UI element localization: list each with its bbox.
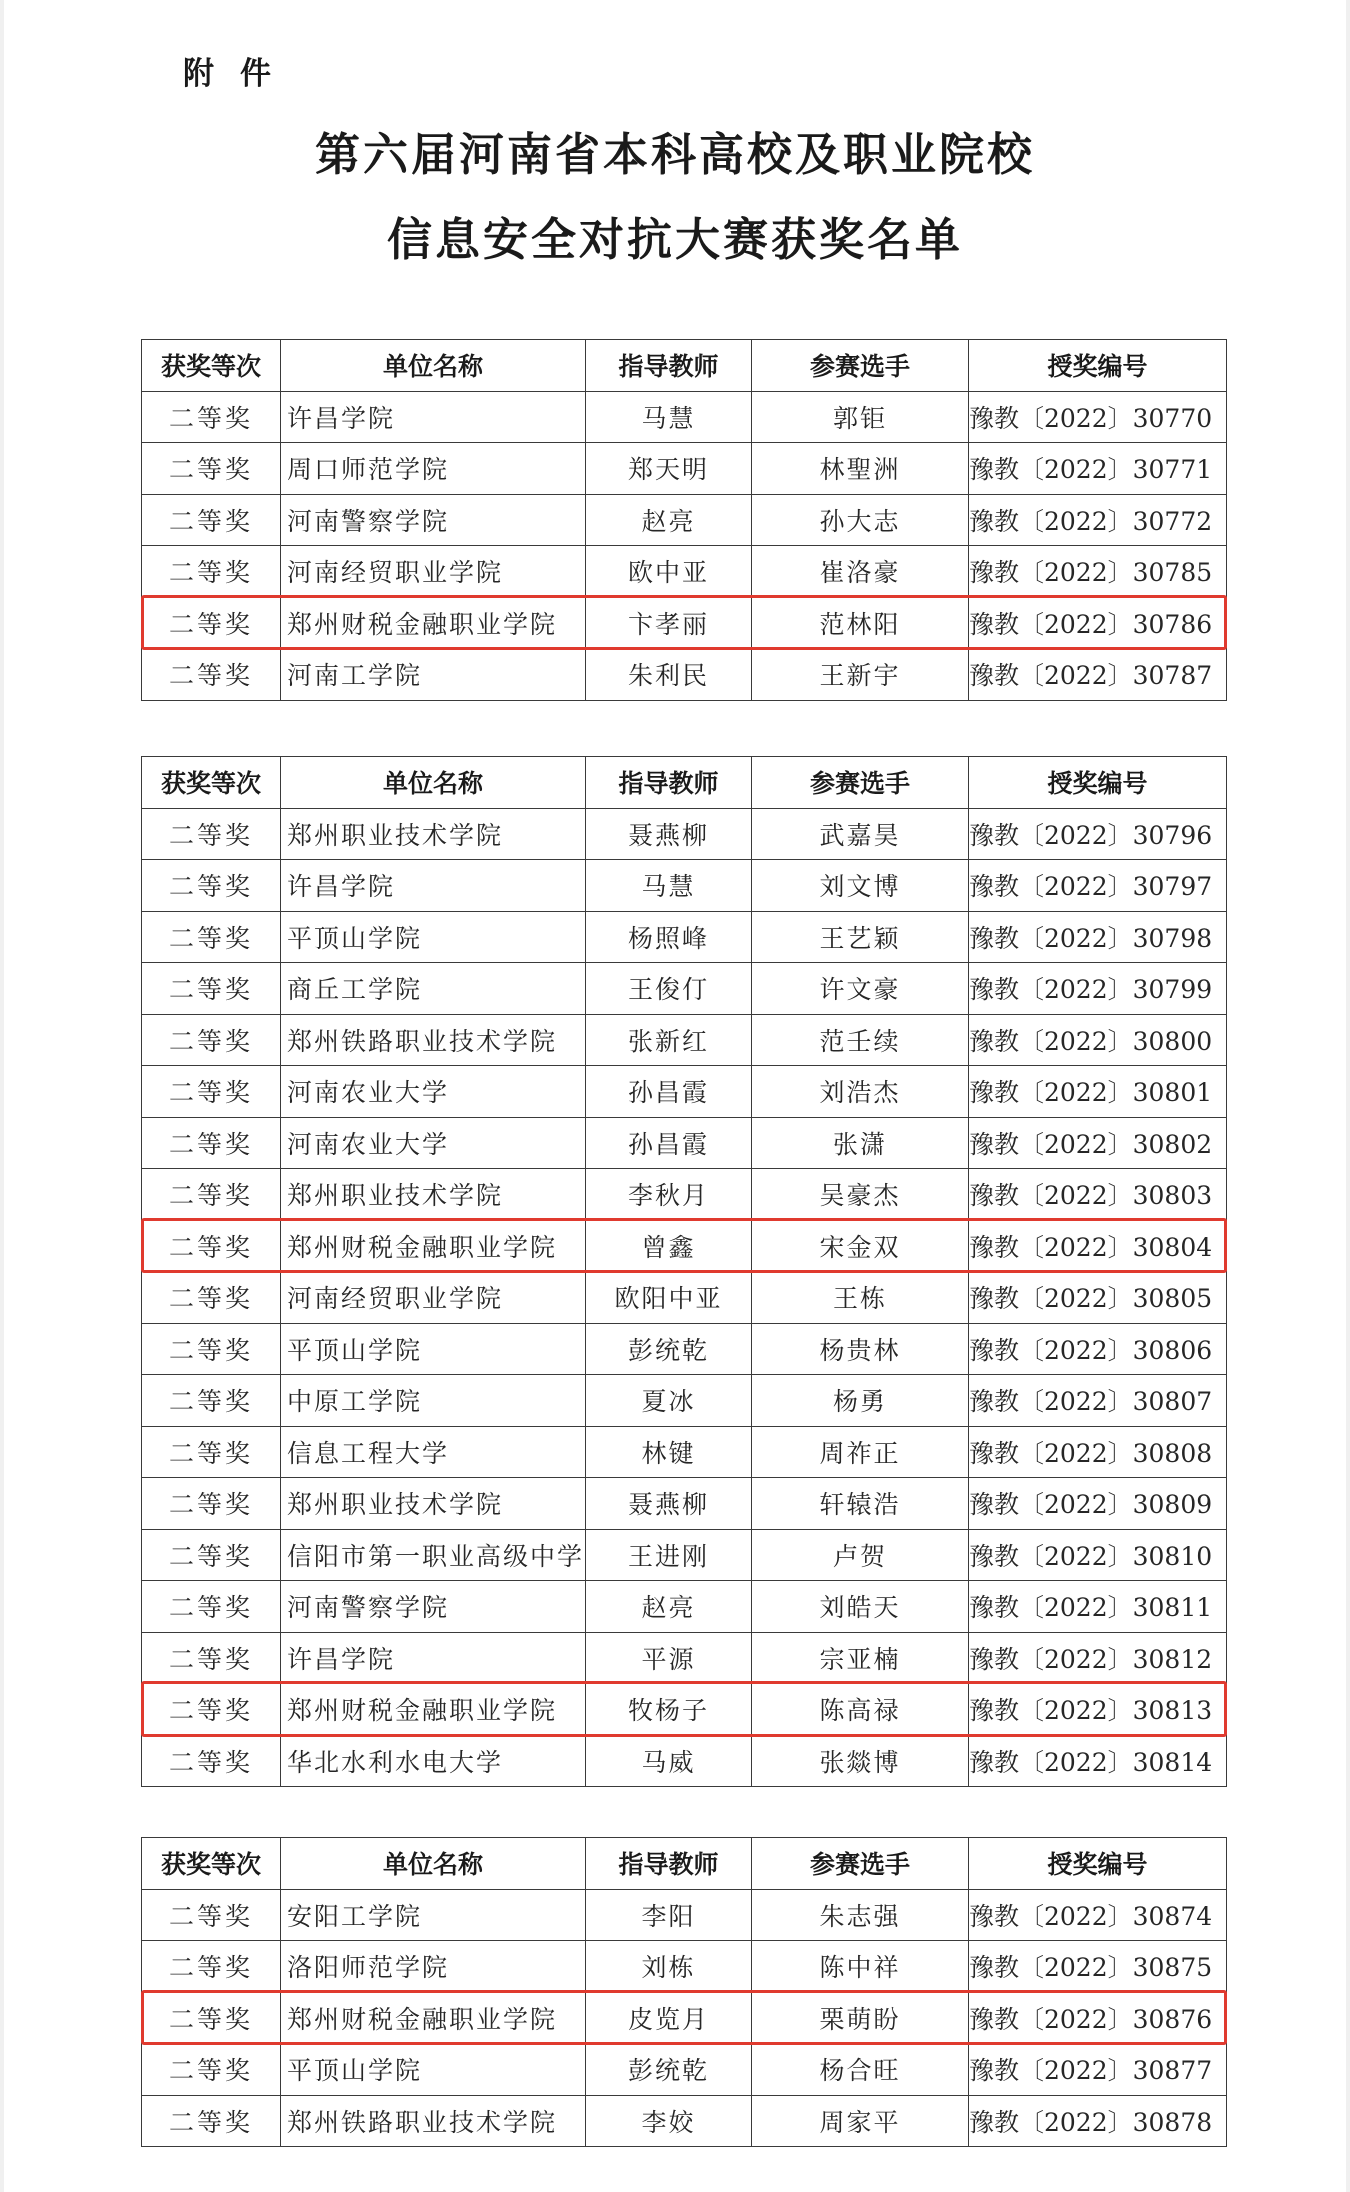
table-row: [142, 1684, 1227, 1736]
table-row: [142, 963, 1227, 1015]
award-number-cell: 豫教〔2022〕30877: [969, 2044, 1227, 2096]
instructor-cell: 李秋月: [586, 1169, 752, 1221]
instructor-cell: 孙昌霞: [586, 1117, 752, 1169]
table-row: [142, 2044, 1227, 2096]
table-row: [142, 1169, 1227, 1221]
award-number-cell: 豫教〔2022〕30787: [969, 649, 1227, 701]
instructor-cell: 王进刚: [586, 1529, 752, 1581]
contestant-cell: 范林阳: [752, 597, 969, 649]
award-level-cell: 二等奖: [142, 494, 281, 546]
award-number-cell: 豫教〔2022〕30804: [969, 1220, 1227, 1272]
instructor-cell: 朱利民: [586, 649, 752, 701]
instructor-cell: 牧杨子: [586, 1684, 752, 1736]
award-level-cell: 二等奖: [142, 1117, 281, 1169]
header-unit-name: 单位名称: [281, 340, 586, 392]
award-level-cell: 二等奖: [142, 1323, 281, 1375]
table-row: [142, 494, 1227, 546]
attachment-label: 附件: [183, 56, 297, 92]
award-level-cell: 二等奖: [142, 963, 281, 1015]
unit-name-cell: 洛阳师范学院: [281, 1941, 586, 1993]
award-number-cell: 豫教〔2022〕30803: [969, 1169, 1227, 1221]
contestant-cell: 许文豪: [752, 963, 969, 1015]
award-number-cell: 豫教〔2022〕30811: [969, 1581, 1227, 1633]
header-instructor: 指导教师: [586, 757, 752, 809]
unit-name-cell: 郑州财税金融职业学院: [281, 1684, 586, 1736]
contestant-cell: 张燚博: [752, 1735, 969, 1787]
table-row: [142, 1066, 1227, 1118]
award-level-cell: 二等奖: [142, 1992, 281, 2044]
table-row: [142, 2095, 1227, 2147]
instructor-cell: 马慧: [586, 391, 752, 443]
table-row: [142, 1735, 1227, 1787]
award-level-cell: 二等奖: [142, 1941, 281, 1993]
header-instructor: 指导教师: [586, 340, 752, 392]
table-row: [142, 1529, 1227, 1581]
table-row: [142, 860, 1227, 912]
instructor-cell: 赵亮: [586, 494, 752, 546]
contestant-cell: 王栋: [752, 1272, 969, 1324]
award-level-cell: 二等奖: [142, 1169, 281, 1221]
unit-name-cell: 河南农业大学: [281, 1117, 586, 1169]
award-number-cell: 豫教〔2022〕30878: [969, 2095, 1227, 2147]
award-level-cell: 二等奖: [142, 1375, 281, 1427]
unit-name-cell: 平顶山学院: [281, 911, 586, 963]
unit-name-cell: 郑州铁路职业技术学院: [281, 1014, 586, 1066]
contestant-cell: 刘浩杰: [752, 1066, 969, 1118]
contestant-cell: 轩辕浩: [752, 1478, 969, 1530]
award-number-cell: 豫教〔2022〕30802: [969, 1117, 1227, 1169]
instructor-cell: 马慧: [586, 860, 752, 912]
header-award-level: 获奖等次: [142, 757, 281, 809]
award-level-cell: 二等奖: [142, 2044, 281, 2096]
contestant-cell: 宗亚楠: [752, 1632, 969, 1684]
award-number-cell: 豫教〔2022〕30809: [969, 1478, 1227, 1530]
table-row: [142, 1478, 1227, 1530]
header-instructor: 指导教师: [586, 1838, 752, 1890]
award-level-cell: 二等奖: [142, 1014, 281, 1066]
award-number-cell: 豫教〔2022〕30786: [969, 597, 1227, 649]
award-number-cell: 豫教〔2022〕30797: [969, 860, 1227, 912]
award-level-cell: 二等奖: [142, 1529, 281, 1581]
contestant-cell: 武嘉昊: [752, 808, 969, 860]
award-level-cell: 二等奖: [142, 391, 281, 443]
table-row: [142, 1632, 1227, 1684]
award-number-cell: 豫教〔2022〕30771: [969, 443, 1227, 495]
award-level-cell: 二等奖: [142, 1478, 281, 1530]
award-number-cell: 豫教〔2022〕30785: [969, 546, 1227, 598]
award-level-cell: 二等奖: [142, 597, 281, 649]
table-row: [142, 391, 1227, 443]
contestant-cell: 栗萌盼: [752, 1992, 969, 2044]
table-row: [142, 1323, 1227, 1375]
award-number-cell: 豫教〔2022〕30796: [969, 808, 1227, 860]
award-level-cell: 二等奖: [142, 911, 281, 963]
unit-name-cell: 河南经贸职业学院: [281, 546, 586, 598]
unit-name-cell: 信息工程大学: [281, 1426, 586, 1478]
unit-name-cell: 商丘工学院: [281, 963, 586, 1015]
unit-name-cell: 华北水利水电大学: [281, 1735, 586, 1787]
instructor-cell: 杨照峰: [586, 911, 752, 963]
award-level-cell: 二等奖: [142, 1735, 281, 1787]
contestant-cell: 杨贵林: [752, 1323, 969, 1375]
contestant-cell: 杨勇: [752, 1375, 969, 1427]
award-number-cell: 豫教〔2022〕30799: [969, 963, 1227, 1015]
unit-name-cell: 安阳工学院: [281, 1889, 586, 1941]
award-number-cell: 豫教〔2022〕30772: [969, 494, 1227, 546]
contestant-cell: 崔洛豪: [752, 546, 969, 598]
award-level-cell: 二等奖: [142, 1889, 281, 1941]
unit-name-cell: 郑州财税金融职业学院: [281, 597, 586, 649]
document-title-line1: 第六届河南省本科高校及职业院校: [314, 128, 1035, 181]
header-award-number: 授奖编号: [969, 340, 1227, 392]
award-level-cell: 二等奖: [142, 649, 281, 701]
unit-name-cell: 郑州财税金融职业学院: [281, 1220, 586, 1272]
page-edge-left: [0, 0, 4, 2192]
award-number-cell: 豫教〔2022〕30806: [969, 1323, 1227, 1375]
unit-name-cell: 郑州铁路职业技术学院: [281, 2095, 586, 2147]
table-row: [142, 1375, 1227, 1427]
contestant-cell: 陈高禄: [752, 1684, 969, 1736]
award-number-cell: 豫教〔2022〕30798: [969, 911, 1227, 963]
award-table-3: [141, 1837, 1227, 2147]
contestant-cell: 周祚正: [752, 1426, 969, 1478]
unit-name-cell: 河南农业大学: [281, 1066, 586, 1118]
award-level-cell: 二等奖: [142, 1066, 281, 1118]
instructor-cell: 聂燕柳: [586, 1478, 752, 1530]
table-row: [142, 649, 1227, 701]
table-row: [142, 911, 1227, 963]
instructor-cell: 孙昌霞: [586, 1066, 752, 1118]
instructor-cell: 李姣: [586, 2095, 752, 2147]
contestant-cell: 陈中祥: [752, 1941, 969, 1993]
contestant-cell: 周家平: [752, 2095, 969, 2147]
award-level-cell: 二等奖: [142, 808, 281, 860]
unit-name-cell: 郑州职业技术学院: [281, 1169, 586, 1221]
contestant-cell: 宋金双: [752, 1220, 969, 1272]
table-row: [142, 1889, 1227, 1941]
header-contestant: 参赛选手: [752, 757, 969, 809]
unit-name-cell: 周口师范学院: [281, 443, 586, 495]
header-award-level: 获奖等次: [142, 340, 281, 392]
contestant-cell: 朱志强: [752, 1889, 969, 1941]
contestant-cell: 刘皓天: [752, 1581, 969, 1633]
contestant-cell: 吴豪杰: [752, 1169, 969, 1221]
instructor-cell: 曾鑫: [586, 1220, 752, 1272]
award-level-cell: 二等奖: [142, 546, 281, 598]
instructor-cell: 欧阳中亚: [586, 1272, 752, 1324]
header-contestant: 参赛选手: [752, 1838, 969, 1890]
header-unit-name: 单位名称: [281, 757, 586, 809]
unit-name-cell: 河南经贸职业学院: [281, 1272, 586, 1324]
contestant-cell: 孙大志: [752, 494, 969, 546]
instructor-cell: 赵亮: [586, 1581, 752, 1633]
contestant-cell: 张潇: [752, 1117, 969, 1169]
unit-name-cell: 中原工学院: [281, 1375, 586, 1427]
table-header-row: [142, 340, 1227, 392]
table-row: [142, 1426, 1227, 1478]
unit-name-cell: 河南警察学院: [281, 494, 586, 546]
award-number-cell: 豫教〔2022〕30813: [969, 1684, 1227, 1736]
contestant-cell: 刘文博: [752, 860, 969, 912]
table-row: [142, 1992, 1227, 2044]
contestant-cell: 林聖洲: [752, 443, 969, 495]
award-level-cell: 二等奖: [142, 1220, 281, 1272]
instructor-cell: 刘栋: [586, 1941, 752, 1993]
award-table-1: [141, 339, 1227, 701]
header-award-level: 获奖等次: [142, 1838, 281, 1890]
award-level-cell: 二等奖: [142, 1272, 281, 1324]
award-table-2: [141, 756, 1227, 1787]
award-level-cell: 二等奖: [142, 860, 281, 912]
award-number-cell: 豫教〔2022〕30812: [969, 1632, 1227, 1684]
header-unit-name: 单位名称: [281, 1838, 586, 1890]
header-award-number: 授奖编号: [969, 757, 1227, 809]
award-level-cell: 二等奖: [142, 1632, 281, 1684]
contestant-cell: 王艺颖: [752, 911, 969, 963]
award-level-cell: 二等奖: [142, 1581, 281, 1633]
award-level-cell: 二等奖: [142, 443, 281, 495]
award-number-cell: 豫教〔2022〕30814: [969, 1735, 1227, 1787]
table-row: [142, 597, 1227, 649]
table-header-row: [142, 1838, 1227, 1890]
unit-name-cell: 河南警察学院: [281, 1581, 586, 1633]
award-number-cell: 豫教〔2022〕30874: [969, 1889, 1227, 1941]
unit-name-cell: 许昌学院: [281, 860, 586, 912]
unit-name-cell: 平顶山学院: [281, 1323, 586, 1375]
instructor-cell: 马威: [586, 1735, 752, 1787]
unit-name-cell: 平顶山学院: [281, 2044, 586, 2096]
instructor-cell: 王俊仃: [586, 963, 752, 1015]
instructor-cell: 彭统乾: [586, 1323, 752, 1375]
unit-name-cell: 信阳市第一职业高级中学: [281, 1529, 586, 1581]
instructor-cell: 李阳: [586, 1889, 752, 1941]
table-row: [142, 808, 1227, 860]
award-number-cell: 豫教〔2022〕30876: [969, 1992, 1227, 2044]
award-level-cell: 二等奖: [142, 1426, 281, 1478]
unit-name-cell: 郑州职业技术学院: [281, 808, 586, 860]
table-row: [142, 1220, 1227, 1272]
table-row: [142, 1014, 1227, 1066]
award-number-cell: 豫教〔2022〕30807: [969, 1375, 1227, 1427]
instructor-cell: 聂燕柳: [586, 808, 752, 860]
unit-name-cell: 许昌学院: [281, 1632, 586, 1684]
award-number-cell: 豫教〔2022〕30808: [969, 1426, 1227, 1478]
instructor-cell: 张新红: [586, 1014, 752, 1066]
award-level-cell: 二等奖: [142, 2095, 281, 2147]
instructor-cell: 皮览月: [586, 1992, 752, 2044]
instructor-cell: 林键: [586, 1426, 752, 1478]
table-row: [142, 546, 1227, 598]
award-level-cell: 二等奖: [142, 1684, 281, 1736]
award-number-cell: 豫教〔2022〕30810: [969, 1529, 1227, 1581]
unit-name-cell: 许昌学院: [281, 391, 586, 443]
unit-name-cell: 郑州职业技术学院: [281, 1478, 586, 1530]
contestant-cell: 范壬续: [752, 1014, 969, 1066]
unit-name-cell: 河南工学院: [281, 649, 586, 701]
instructor-cell: 郑天明: [586, 443, 752, 495]
instructor-cell: 彭统乾: [586, 2044, 752, 2096]
header-contestant: 参赛选手: [752, 340, 969, 392]
award-number-cell: 豫教〔2022〕30875: [969, 1941, 1227, 1993]
award-number-cell: 豫教〔2022〕30805: [969, 1272, 1227, 1324]
instructor-cell: 卞孝丽: [586, 597, 752, 649]
document-title-line2: 信息安全对抗大赛获奖名单: [386, 213, 963, 266]
table-row: [142, 1581, 1227, 1633]
contestant-cell: 郭钜: [752, 391, 969, 443]
table-header-row: [142, 757, 1227, 809]
unit-name-cell: 郑州财税金融职业学院: [281, 1992, 586, 2044]
award-number-cell: 豫教〔2022〕30770: [969, 391, 1227, 443]
instructor-cell: 欧中亚: [586, 546, 752, 598]
table-row: [142, 1117, 1227, 1169]
table-row: [142, 1272, 1227, 1324]
table-row: [142, 1941, 1227, 1993]
instructor-cell: 夏冰: [586, 1375, 752, 1427]
contestant-cell: 卢贺: [752, 1529, 969, 1581]
page-edge-right: [1346, 0, 1350, 2192]
table-row: [142, 443, 1227, 495]
contestant-cell: 王新宇: [752, 649, 969, 701]
instructor-cell: 平源: [586, 1632, 752, 1684]
contestant-cell: 杨合旺: [752, 2044, 969, 2096]
award-number-cell: 豫教〔2022〕30800: [969, 1014, 1227, 1066]
award-number-cell: 豫教〔2022〕30801: [969, 1066, 1227, 1118]
header-award-number: 授奖编号: [969, 1838, 1227, 1890]
